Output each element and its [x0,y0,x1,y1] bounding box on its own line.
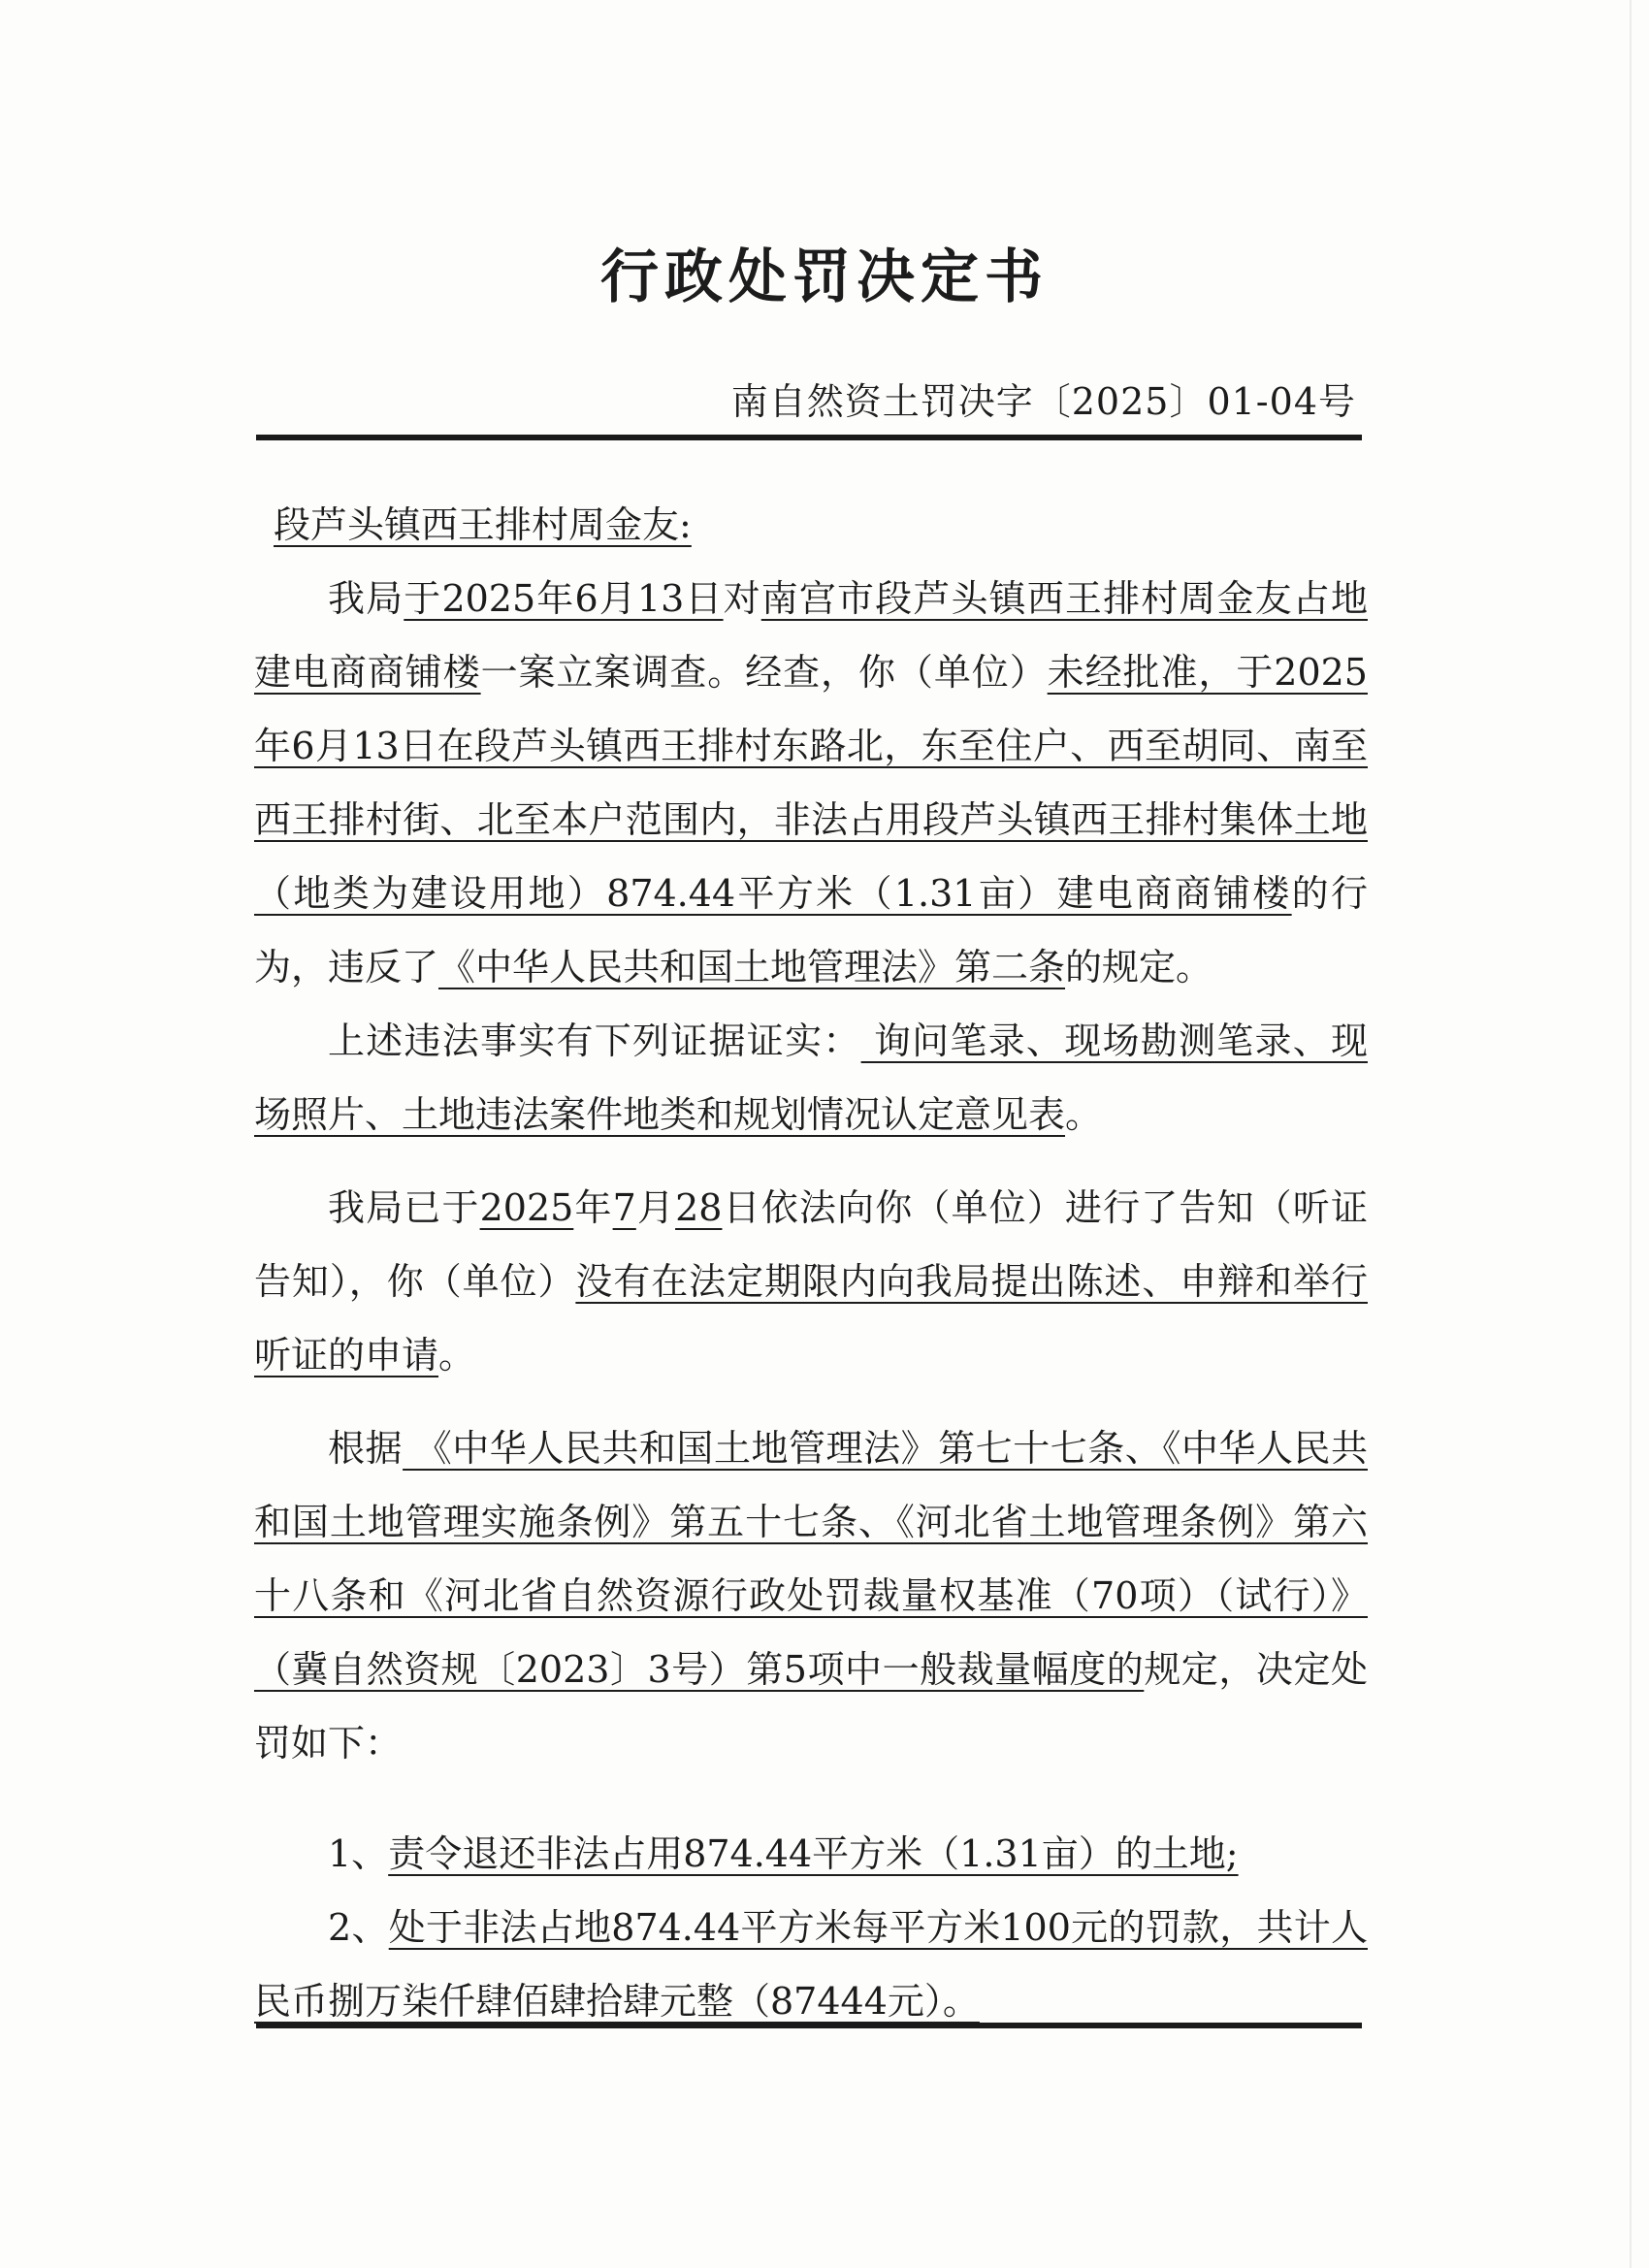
document-body [254,488,1368,2038]
item-number: 2、 [328,1906,389,1949]
header-divider [256,435,1362,440]
notice-day: 28 [675,1186,723,1229]
text: 对 [723,577,761,620]
violation-facts: 未经批准，于2025年6月13日在段芦头镇西王排村东路北，东至住户、西至胡同、南至西王排村街、北至本户范围内，非法占用段芦头镇西王排村集体土地（地类为建设用地）874.44平方米（1.31亩）建电商商铺楼 [254,651,1368,915]
penalty-fine: 处于非法占地874.44平方米每平方米100元的罚款，共计人民币捌万柒仟肆佰肆拾肆元整（87444元）。 [254,1906,1368,2023]
text: 的行为，违反了 [254,872,1368,988]
case-date: 于2025年6月13日 [404,577,724,620]
document-number: 南自然资土罚决字〔2025〕01-04号 [730,380,1356,423]
case-subject: 南宫市段芦头镇西王排村周金友占地建电商商铺楼 [254,577,1368,694]
notice-month: 7 [612,1186,636,1229]
evidence-list: 询问笔录、现场勘测笔录、现场照片、土地违法案件地类和规划情况认定意见表 [254,1020,1368,1136]
penalty-item-1 [254,1817,1368,1891]
addressee-name: 段芦头镇西王排村周金友: [274,503,692,546]
text: 月 [635,1186,676,1229]
document-title: 行政处罚决定书 [600,243,1049,311]
text: 。 [1065,1093,1103,1136]
penalty-return-land: 责令退还非法占用874.44平方米（1.31亩）的土地; [388,1832,1239,1875]
legal-basis: 《中华人民共和国土地管理法》第七十七条、《中华人民共和国土地管理实施条例》第五十七条、《河北省土地管理条例》第六十八条和《河北省自然资源行政处罚裁量权基准（70项）（试行）》（冀自然资规〔2023〕3号）第5项中一般裁量幅度的 [254,1427,1368,1691]
paragraph-evidence [254,1004,1368,1151]
text: 上述违法事实有下列证据证实： [328,1020,861,1062]
violated-law: 《中华人民共和国土地管理法》第二条 [438,946,1066,988]
text: 规定，决定处罚如下： [254,1648,1368,1765]
text: 年 [573,1186,613,1229]
notice-year: 2025 [479,1186,574,1229]
paragraph-legal-basis [254,1411,1368,1780]
text: 我局 [328,577,404,620]
no-hearing-request: 没有在法定期限内向我局提出陈述、申辩和举行听证的申请 [254,1260,1368,1377]
paragraph-case [254,562,1368,1004]
text: 。 [438,1334,476,1377]
text: 一案立案调查。经查，你（单位） [480,651,1048,694]
text: 我局已于 [328,1186,480,1229]
text: 根据 [328,1427,404,1470]
footer-divider [256,2023,1362,2028]
paragraph-notice [254,1171,1368,1392]
penalty-item-2 [254,1891,1368,2038]
addressee [254,488,1368,562]
scan-edge [1630,0,1632,2268]
item-number: 1、 [328,1832,389,1875]
text: 的规定。 [1065,946,1213,988]
text: 日依法向你（单位）进行了告知（听证告知），你（单位） [254,1186,1368,1303]
